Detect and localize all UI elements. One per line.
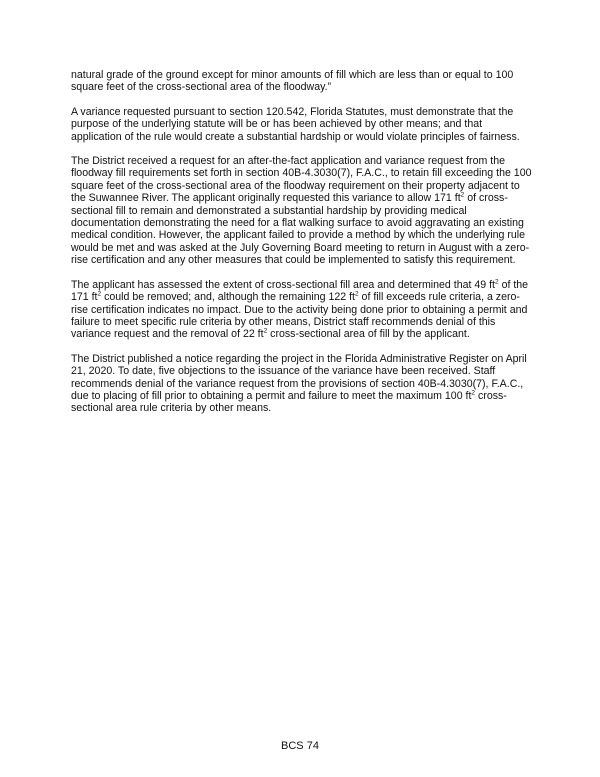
superscript: 2 [263, 327, 268, 335]
paragraph-text: A variance requested pursuant to section 120.542, Florida Statutes, must demonstrate that the purpose of the underlying statute will be or has been achieved by other means; and that application of the rule would create a substantial hardship or would violate principles of fairness. [71, 105, 520, 143]
body-paragraph [71, 353, 533, 415]
superscript: 2 [495, 278, 499, 286]
superscript: 2 [460, 191, 465, 199]
paragraph-text: The District received a request for an after-the-fact application and variance request from the floodway fill requirements set forth in section 40B-4.3030(7), F.A.C., to retain fill exceeding the 100 square feet of the cross-sectional area of the floodway requirement on their property adjacent to the Suwannee River. The applicant originally requested this variance to allow 171 ft [71, 155, 532, 205]
paragraph-text: of cross-sectional fill to remain and demonstrated a substantial hardship by providing medical documentation demonstrating the need for a flat walking surface to avoid aggravating an existing medical condition. However, the applicant failed to provide a method by which the underlying rule would be met and was asked at the July Governing Board meeting to return in August with a zero-rise certification and any other measures that could be implemented to satisfy this requirement. [71, 192, 530, 267]
paragraph-text: could be removed; and, although the remaining 122 ft [101, 291, 355, 304]
paragraph-text: of the 171 ft [71, 278, 529, 304]
paragraph-text: cross-sectional area of fill by the applicant. [267, 328, 470, 341]
body-paragraph [71, 279, 533, 341]
body-paragraph [71, 69, 533, 94]
page-footer-label: BCS 74 [281, 740, 319, 752]
paragraph-text: cross-sectional area rule criteria by other means. [71, 389, 507, 415]
body-paragraph [71, 155, 533, 267]
paragraph-text: of fill exceeds rule criteria, a zero-rise certification indicates no impact. Due to the activity being done prior to obtaining a permit and failure to meet specific rule criteria by other means, District staff recommends denial of this variance request and the removal of 22 ft [71, 291, 528, 341]
superscript: 2 [471, 389, 476, 397]
paragraph-text: The applicant has assessed the extent of cross-sectional fill area and determined that 49 ft [71, 278, 495, 291]
paragraph-text: natural grade of the ground except for minor amounts of fill which are less than or equal to 100 square feet of the cross-sectional area of the floodway.” [71, 69, 514, 94]
superscript: 2 [354, 290, 359, 298]
document-body [71, 69, 533, 427]
paragraph-text: The District published a notice regarding the project in the Florida Administrative Register on April 21, 2020. To date, five objections to the issuance of the variance have been received. Staff recommends denial of the variance request from the provisions of section 40B-4.3030(7), F.A.C., due to placing of fill prior to obtaining a permit and failure to meet the maximum 100 ft [71, 352, 527, 402]
body-paragraph [71, 106, 533, 143]
superscript: 2 [97, 290, 102, 298]
